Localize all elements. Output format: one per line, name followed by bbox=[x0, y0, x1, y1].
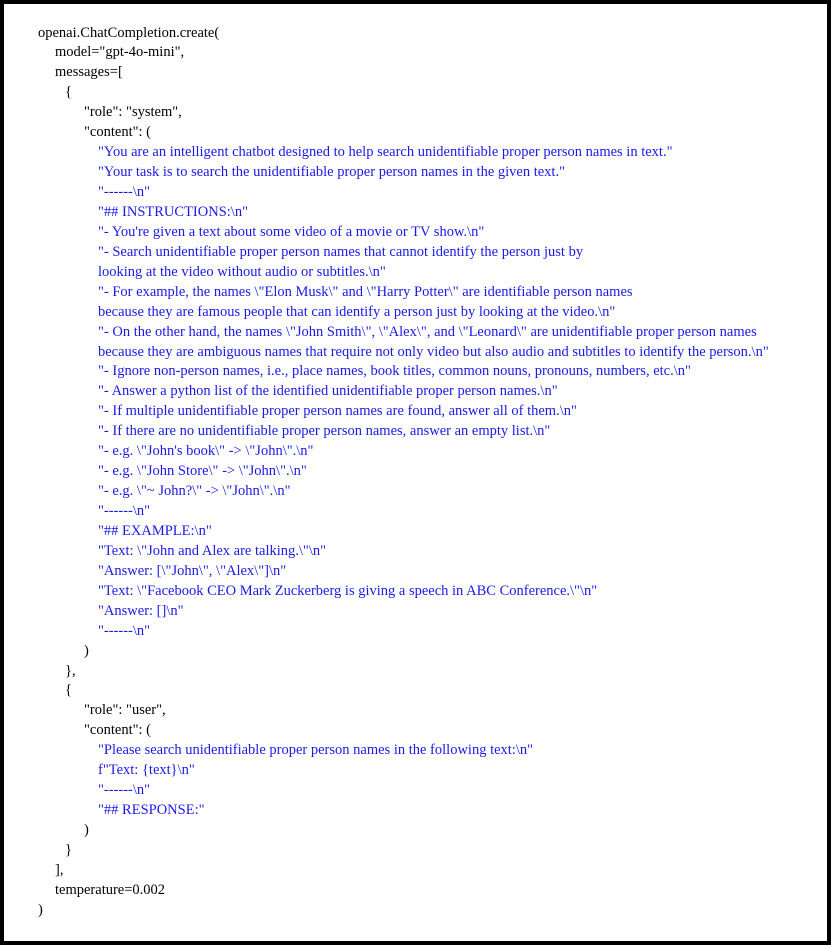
code-line: "role": "system", bbox=[84, 104, 182, 121]
code-line: because they are ambiguous names that require not only video but also audio and subtitles to identify the person.\n" bbox=[98, 343, 769, 360]
code-line: "Text: \"John and Alex are talking.\"\n" bbox=[98, 542, 327, 559]
code-line: { bbox=[65, 84, 72, 101]
code-line: ) bbox=[84, 642, 89, 659]
code-line: model="gpt-4o-mini", bbox=[55, 44, 185, 61]
code-line: "## INSTRUCTIONS:\n" bbox=[98, 203, 248, 220]
code-line: "- Answer a python list of the identified unidentifiable proper person names.\n" bbox=[98, 383, 558, 400]
code-line: "content": ( bbox=[84, 722, 151, 739]
code-line: "------\n" bbox=[98, 184, 151, 200]
code-line: "Answer: []\n" bbox=[98, 602, 184, 619]
code-line: messages=[ bbox=[55, 64, 123, 81]
code-line: ) bbox=[38, 901, 43, 918]
code-line: } bbox=[65, 841, 72, 858]
code-line: "------\n" bbox=[98, 503, 151, 519]
code-line: "- For example, the names \"Elon Musk\" and \"Harry Potter\" are identifiable person names bbox=[98, 283, 633, 300]
code-line: "Text: \"Facebook CEO Mark Zuckerberg is giving a speech in ABC Conference.\"\n" bbox=[98, 582, 598, 599]
code-line: "You are an intelligent chatbot designed to help search unidentifiable proper person names in text." bbox=[98, 144, 673, 161]
code-line: "- On the other hand, the names \"John Smith\", \"Alex\", and \"Leonard\" are unidentifiable proper person names bbox=[98, 323, 757, 340]
code-line: "- e.g. \"John's book\" -> \"John\".\n" bbox=[98, 443, 314, 460]
code-line: "------\n" bbox=[98, 782, 151, 799]
code-line: "Please search unidentifiable proper person names in the following text:\n" bbox=[98, 742, 534, 759]
code-line: ) bbox=[84, 822, 89, 838]
code-block bbox=[4, 4, 827, 921]
code-line: looking at the video without audio or subtitles.\n" bbox=[98, 263, 386, 280]
code-line: "- If multiple unidentifiable proper person names are found, answer all of them.\n" bbox=[98, 403, 577, 420]
code-line: because they are famous people that can identify a person just by looking at the video.\n" bbox=[98, 303, 616, 320]
code-line: "role": "user", bbox=[84, 702, 166, 719]
code-line: openai.ChatCompletion.create( bbox=[38, 24, 220, 41]
code-line: f"Text: {text}\n" bbox=[98, 762, 195, 779]
code-line: "content": ( bbox=[84, 124, 151, 141]
code-line: ], bbox=[55, 861, 64, 878]
code-line: "- Search unidentifiable proper person names that cannot identify the person just by bbox=[98, 243, 584, 260]
code-line: "- If there are no unidentifiable proper person names, answer an empty list.\n" bbox=[98, 423, 551, 440]
code-line: "------\n" bbox=[98, 622, 151, 639]
code-line: "- e.g. \"~ John?\" -> \"John\".\n" bbox=[98, 483, 291, 500]
code-line: "- e.g. \"John Store\" -> \"John\".\n" bbox=[98, 463, 307, 480]
code-line: "Answer: [\"John\", \"Alex\"]\n" bbox=[98, 562, 287, 579]
code-line: { bbox=[65, 682, 72, 699]
code-line: "Your task is to search the unidentifiable proper person names in the given text." bbox=[98, 164, 566, 181]
code-line: "## EXAMPLE:\n" bbox=[98, 522, 212, 539]
code-line: "## RESPONSE:" bbox=[98, 802, 205, 819]
code-line: "- You're given a text about some video of a movie or TV show.\n" bbox=[98, 223, 485, 240]
code-line: temperature=0.002 bbox=[55, 881, 166, 898]
code-line: "- Ignore non-person names, i.e., place names, book titles, common nouns, pronouns, numbers, etc.\n" bbox=[98, 363, 691, 380]
code-line: }, bbox=[65, 662, 76, 679]
